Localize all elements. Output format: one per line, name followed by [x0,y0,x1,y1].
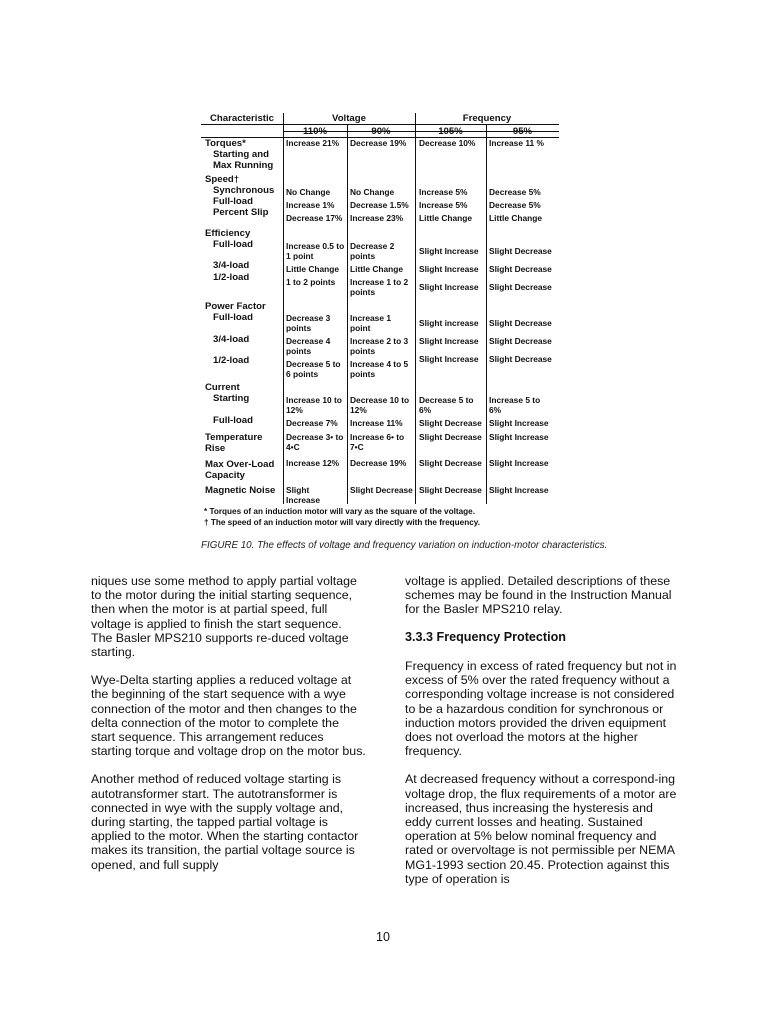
cell-pfull-105: Slight increase [419,318,479,328]
header-90: 90% [371,126,391,137]
cell-slip-105: Little Change [419,213,473,223]
cell-slip-95: Little Change [489,213,543,223]
cell-e12-105: Slight Increase [419,282,479,292]
right-column-body [405,659,677,900]
cell-mo-110: Increase 12% [286,458,340,468]
header-105: 105% [438,126,463,137]
row-efficiency: Efficiency [205,228,251,239]
cell-pfull-95: Slight Decrease [489,318,552,328]
cell-p12-95: Slight Decrease [489,354,552,364]
cell-p34-110: Decrease 4 points [286,336,331,356]
cell-sync-105: Increase 5% [419,187,468,197]
row-temp-rise: Temperature Rise [205,432,263,454]
cell-tr-90: Increase 6• to 7•C [350,432,405,452]
cell-slip-110: Decrease 17% [286,213,343,223]
row-synchronous: Synchronous [213,185,275,196]
section-heading: 3.3.3 Frequency Protection [405,630,566,644]
header-95: 95% [512,126,533,137]
row-speed: Speed† [205,174,240,185]
cell-efull-105: Slight Increase [419,246,479,256]
cell-cst-110: Increase 10 to 12% [286,395,342,415]
cell-pfull-90: Increase 1 point [350,313,391,333]
right-column-top [405,574,677,631]
col-divider-3 [415,113,416,504]
col-divider-4 [486,125,487,504]
header-frequency: Frequency [462,113,512,124]
left-paragraph-3: Another method of reduced voltage starting is autotransformer start. The autotransformer is connected in wye with the supply voltage and, during starting, the tapped partial voltage is applied to the motor. When the starting contactor makes its transition, the partial voltage source is opened, and full supply [91,772,359,872]
cell-e34-95: Slight Decrease [489,264,552,274]
cell-mn-110: Slight Increase [286,485,320,505]
row-pf-34: 3/4-load [213,334,250,345]
cell-e34-90: Little Change [350,264,404,274]
row-max-overload: Max Over-Load Capacity [205,459,275,481]
col-divider-1 [283,113,284,504]
cell-p34-90: Increase 2 to 3 points [350,336,409,356]
cell-p34-95: Slight Decrease [489,336,552,346]
header-voltage: Voltage [332,113,366,124]
cell-e12-110: 1 to 2 points [286,277,336,287]
row-percent-slip: Percent Slip [213,207,269,218]
cell-e34-110: Little Change [286,264,340,274]
cell-mn-105: Slight Decrease [419,485,482,495]
right-paragraph-1: voltage is applied. Detailed descriptions of these schemes may be found in the Instruction Manual for the Basler MPS210 relay. [405,574,672,617]
row-current: Current [205,382,240,393]
left-paragraph-1: niques use some method to apply partial voltage to the motor during the initial starting sequence, then when the motor is at partial speed, full voltage is applied to finish the start sequence. The Basler MPS210 supports re-duced voltage starting. [91,574,357,660]
row-pf-12: 1/2-load [213,355,250,366]
cell-tr-110: Decrease 3• to 4•C [286,432,344,452]
right-paragraph-3: At decreased frequency without a correspond-ing voltage drop, the flux requirements of a motor are increased, thus increasing the hysteresis and eddy current losses and heating. Sustained operation at 5% below nominal frequency and rated or overvoltage is not permissible per NEMA MG1-1993 section 20.45. Protection against this type of operation is [405,772,677,886]
cell-mo-90: Decrease 19% [350,458,407,468]
cell-cfl-110: Decrease 7% [286,418,338,428]
cell-mo-95: Slight Increase [489,458,549,468]
cell-cfl-90: Increase 11% [350,418,403,428]
cell-mn-95: Slight Increase [489,485,549,495]
cell-cst-95: Increase 5 to 6% [489,395,541,415]
cell-cst-105: Decrease 5 to 6% [419,395,474,415]
cell-sync-95: Decrease 5% [489,187,541,197]
page-number: 10 [376,930,390,944]
characteristics-table [201,113,559,508]
row-full-load: Full-load [213,196,253,207]
cell-sync-110: No Change [286,187,331,197]
cell-mo-105: Slight Decrease [419,458,482,468]
row-starting-max: Starting and Max Running [213,149,274,171]
cell-slip-90: Increase 23% [350,213,404,223]
left-column [91,574,366,886]
cell-p12-90: Increase 4 to 5 points [350,359,409,379]
cell-cfl-95: Slight Increase [489,418,549,428]
header-110: 110% [302,126,327,137]
cell-fl-105: Increase 5% [419,200,468,210]
row-cur-full: Full-load [213,415,253,426]
cell-pfull-110: Decrease 3 points [286,313,331,333]
cell-mn-90: Slight Decrease [350,485,413,495]
cell-e12-95: Slight Decrease [489,282,552,292]
figure-caption: FIGURE 10. The effects of voltage and frequency variation on induction-motor characteristics. [201,540,608,551]
cell-efull-110: Increase 0.5 to 1 point [286,241,345,261]
cell-efull-90: Decrease 2 points [350,241,395,261]
table-footnote-torque: * Torques of an induction motor will vary as the square of the voltage. [204,507,475,516]
cell-sync-90: No Change [350,187,395,197]
row-torques: Torques* [205,138,246,149]
header-characteristic: Characteristic [210,113,274,124]
cell-torq-105: Decrease 10% [419,138,476,148]
cell-p34-105: Slight Increase [419,336,479,346]
cell-e34-105: Slight Increase [419,264,479,274]
cell-cst-90: Decrease 10 to 12% [350,395,410,415]
row-eff-12: 1/2-load [213,272,250,283]
cell-fl-110: Increase 1% [286,200,335,210]
col-divider-2 [347,125,348,504]
cell-p12-105: Slight Increase [419,354,479,364]
cell-cfl-105: Slight Decrease [419,418,482,428]
cell-fl-90: Decrease 1.5% [350,200,409,210]
left-paragraph-2: Wye-Delta starting applies a reduced voltage at the beginning of the start sequence with a wye connection of the motor and then changes to the delta connection of the motor to complete the start sequence. This arrangement reduces starting torque and voltage drop on the motor bus. [91,673,366,759]
row-pf-full: Full-load [213,312,253,323]
cell-efull-95: Slight Decrease [489,246,552,256]
row-power-factor: Power Factor [205,301,266,312]
cell-tr-95: Slight Increase [489,432,549,442]
cell-torq-110: Increase 21% [286,138,340,148]
right-paragraph-2: Frequency in excess of rated frequency but not in excess of 5% over the rated frequency without a corresponding voltage increase is not considered to be a hazardous condition for synchronous or induction motors provided the driven equipment does not overload the motors at the higher frequency. [405,659,677,759]
cell-torq-95: Increase 11 % [489,138,544,148]
cell-fl-95: Decrease 5% [489,200,541,210]
row-cur-starting: Starting [213,393,250,404]
row-magnetic-noise: Magnetic Noise [205,485,276,496]
cell-e12-90: Increase 1 to 2 points [350,277,409,297]
cell-p12-110: Decrease 5 to 6 points [286,359,341,379]
table-footnote-speed: † The speed of an induction motor will vary directly with the frequency. [204,518,480,527]
cell-tr-105: Slight Decrease [419,432,482,442]
row-eff-full: Full-load [213,239,253,250]
cell-torq-90: Decrease 19% [350,138,407,148]
table-top-rule [201,124,559,125]
row-eff-34: 3/4-load [213,260,250,271]
